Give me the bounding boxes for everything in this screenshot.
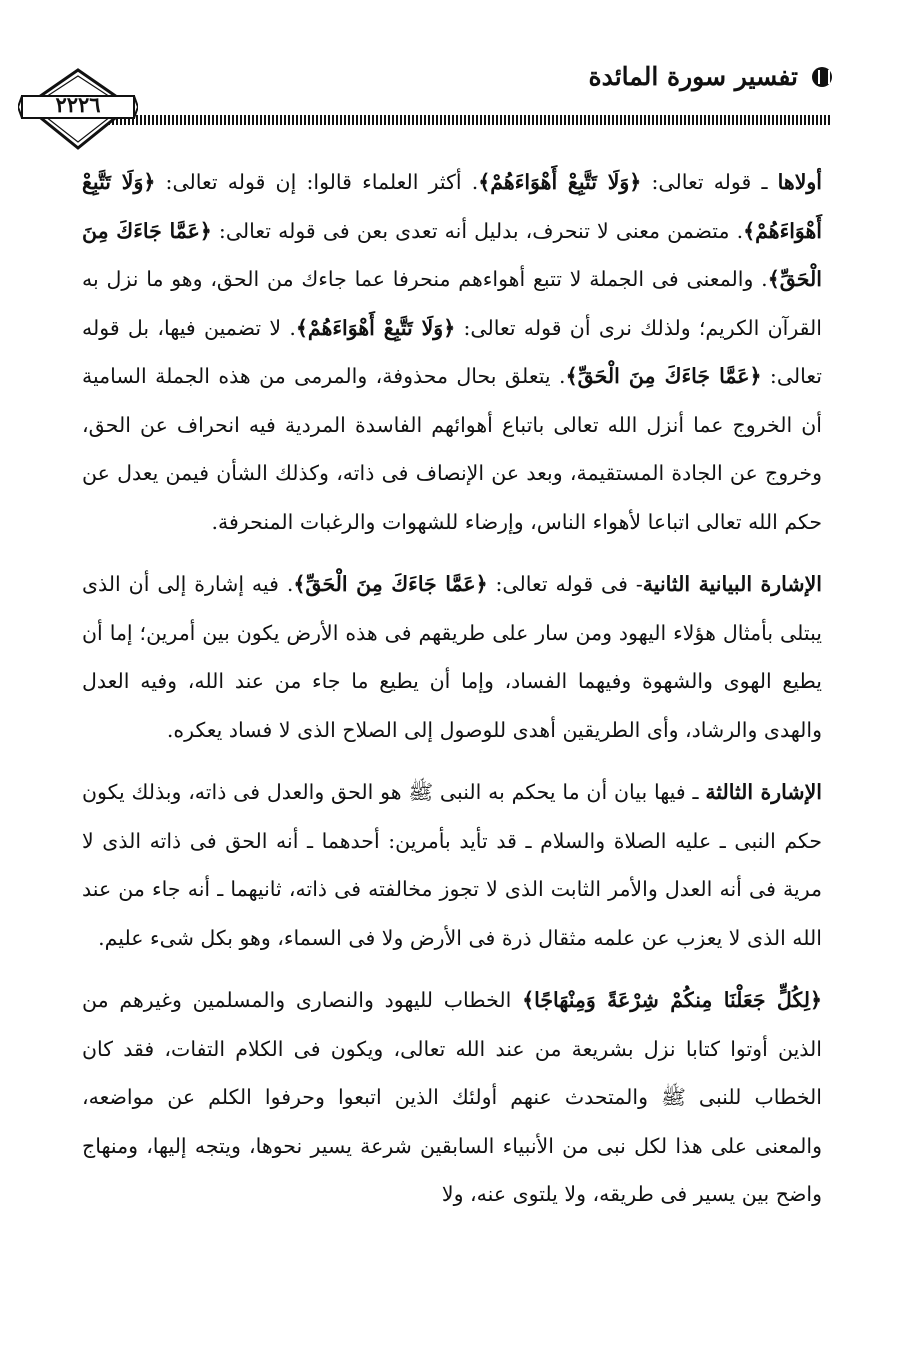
- paragraph-lead: أولاها: [777, 170, 822, 194]
- paragraph-text: . أكثر العلماء قالوا: إن قوله تعالى:: [155, 170, 479, 194]
- paragraph-text: . فيه إشارة إلى أن الذى يبتلى بأمثال هؤلاء اليهود ومن سار على طريقهم فى هذه الأرض يكون بين أمرين؛ إما أن يطيع الهوى والشهوة وفيهما الفساد، وإما أن يطيع ما جاء من عند الله، وفيه العدل والهدى والرشاد، وأى الطريقين أهدى للوصول إلى الصلاح الذى لا فساد يعكره.: [82, 572, 822, 742]
- paragraph-lead: الإشارة الثالثة: [705, 780, 822, 804]
- quran-verse: ﴿عَمَّا جَاءَكَ مِنَ الْحَقِّ﴾: [82, 218, 822, 291]
- quran-verse: ﴿وَلَا تَتَّبِعْ أَهْوَاءَهُمْ﴾: [82, 170, 823, 243]
- paragraph: [82, 768, 822, 962]
- quran-verse: ﴿عَمَّا جَاءَكَ مِنَ الْحَقِّ﴾: [565, 364, 762, 388]
- quran-verse: ﴿وَلَا تَتَّبِعْ أَهْوَاءَهُمْ﴾: [295, 315, 456, 340]
- running-title-text: تفسير سورة المائدة: [588, 62, 798, 91]
- page-body: [82, 158, 822, 1233]
- quran-verse: ﴿عَمَّا جَاءَكَ مِنَ الْحَقِّ﴾: [293, 572, 488, 596]
- quran-verse: ﴿لِكُلٍّ جَعَلْنَا مِنكُمْ شِرْعَةً وَمِنْهَاجًا﴾: [522, 988, 823, 1012]
- paragraph-text: . لا تضمين فيها، بل قوله تعالى:: [82, 315, 823, 388]
- paragraph: [82, 976, 822, 1219]
- paragraph-text: . يتعلق بحال محذوفة، والمرمى من هذه الجملة السامية أن الخروج عما أنزل الله تعالى باتباع أهوائهم الفاسدة المردية فيه انحراف عن الحق، وخروج عن الجادة المستقيمة، وبعد عن الإنصاف فى ذاته، وكذلك الشأن فيمن يعدل عن حكم الله تعالى اتباعا لأهواء الناس، وإرضاء للشهوات والرغبات المنحرفة.: [82, 364, 822, 534]
- paragraph: [82, 158, 822, 546]
- paragraph-text: ـ فيها بيان أن ما يحكم به النبى ﷺ هو الحق والعدل فى ذاته، وبذلك يكون حكم النبى ـ عليه الصلاة والسلام ـ قد تأيد بأمرين: أحدهما ـ أنه الحق فى ذاته الذى لا مرية فى أنه العدل والأمر الثابت الذى لا تجوز مخالفته فى ذاته، ثانيهما ـ أنه جاء من عند الله الذى لا يعزب عن علمه مثقال ذرة فى الأرض ولا فى السماء، وهو بكل شىء عليم.: [82, 780, 822, 950]
- paragraph: [82, 560, 822, 754]
- page-header: [0, 0, 914, 150]
- book-ornament-icon: [812, 67, 832, 87]
- paragraph-text: الخطاب لليهود والنصارى والمسلمين وغيرهم من الذين أوتوا كتابا نزل بشريعة من عند الله تعالى، ويكون فى الكلام التفات، فقد كان الخطاب للنبى ﷺ والمتحدث عنهم أولئك الذين اتبعوا وحرفوا الكلم عن مواضعه، والمعنى على هذا لكل نبى من الأنبياء السابقين شرعة يسير نحوها، ويتجه إليها، ومنهاج واضح بين يسير فى طريقه، ولا يلتوى عنه، ولا: [82, 988, 823, 1206]
- page-number: ٢٢٢٦: [55, 92, 101, 117]
- paragraph-text: . والمعنى فى الجملة لا تتبع أهواءهم منحرفا عما جاءك من الحق، وهو ما نزل به القرآن الكريم؛ ولذلك نرى أن قوله تعالى:: [82, 267, 822, 340]
- paragraph-lead: الإشارة البيانية الثانية: [642, 572, 822, 596]
- quran-verse: ﴿وَلَا تَتَّبِعْ أَهْوَاءَهُمْ﴾: [478, 170, 642, 194]
- running-title: [589, 62, 833, 91]
- paragraph-text: - فى قوله تعالى:: [487, 572, 643, 596]
- paragraph-text: ـ قوله تعالى:: [641, 170, 778, 194]
- paragraph-text: . متضمن معنى لا تنحرف، بدليل أنه تعدى بعن فى قوله تعالى:: [211, 218, 744, 243]
- page-number-badge: [18, 66, 138, 152]
- header-rule: [76, 115, 832, 125]
